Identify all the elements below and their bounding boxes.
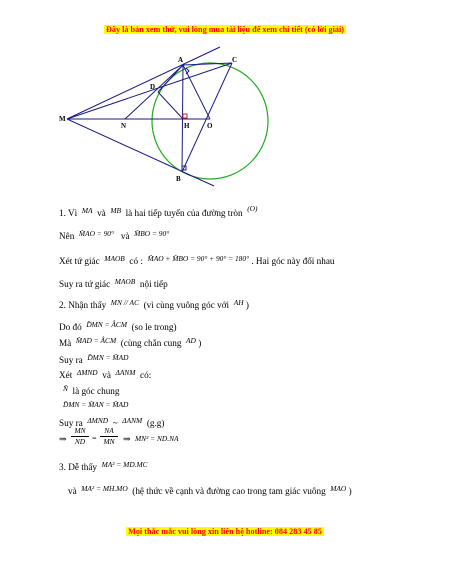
label-n: N: [121, 122, 127, 130]
proof-text-fragment: . Hai góc này đối nhau: [251, 256, 335, 266]
proof-text-fragment: (so le trong): [131, 322, 177, 332]
proof-text-fragment: D̂MN = ÂCM: [86, 320, 128, 329]
label-h: H: [184, 122, 190, 130]
right-angle-h: [183, 114, 187, 118]
proof-text-fragment: ΔMND: [76, 368, 98, 377]
secant-mc: [67, 63, 232, 119]
proof-line-9: [59, 367, 151, 381]
proof-text-fragment: ΔANM: [122, 416, 143, 425]
proof-text-fragment: Xét: [59, 370, 73, 380]
proof-text-fragment: (O): [247, 204, 258, 213]
proof-line-8: [59, 352, 128, 366]
proof-text-fragment: D̂MN = M̂AN = M̂AD: [63, 400, 129, 409]
label-c: C: [232, 56, 238, 64]
tangent-mb: [67, 119, 214, 186]
proof-text-fragment: (cùng chắn cung: [120, 338, 182, 348]
proof-text-fragment: ~: [112, 418, 118, 428]
proof-text-fragment: D̂MN = M̂AD: [87, 353, 129, 362]
proof-text-fragment: MAOB: [104, 254, 125, 263]
proof-text-fragment: ΔMND: [87, 416, 109, 425]
label-b: B: [176, 175, 181, 183]
label-d: D: [150, 83, 156, 91]
proof-text-fragment: là góc chung: [72, 386, 120, 396]
proof-text-fragment: MN: [103, 437, 115, 446]
proof-text-fragment: NA: [100, 426, 118, 437]
segment-na: [125, 65, 183, 119]
proof-text-fragment: (vì cùng vuông góc với: [143, 300, 230, 310]
proof-text-fragment: ⇒: [123, 434, 131, 444]
proof-text-fragment: MN² = ND.NA: [135, 434, 179, 443]
proof-text-fragment: và: [102, 370, 111, 380]
proof-text-fragment: 2. Nhận thấy: [59, 300, 107, 310]
proof-text-fragment: M̂AO = 90°: [78, 229, 114, 238]
proof-text-fragment: Nên: [59, 231, 75, 241]
proof-text-fragment: có:: [140, 370, 152, 380]
proof-text-fragment: 1. Vì: [59, 208, 78, 218]
proof-line-4: [59, 276, 168, 290]
proof-text-fragment: (g.g): [146, 418, 165, 428]
proof-text-fragment: AD: [186, 336, 196, 345]
proof-text-fragment: MA² = MD.MC: [101, 460, 148, 469]
segment-dh: [158, 92, 183, 119]
proof-text-fragment: ND: [74, 437, 86, 446]
proof-text-fragment: M̂AO + M̂BO = 90° + 90° = 180°: [147, 254, 250, 263]
proof-line-2: [59, 228, 169, 242]
proof-text-fragment: N̂: [63, 384, 68, 393]
hotline-text: Mọi thắc mắc vui lòng xin liên hệ hotline: 084 283 45 85: [128, 527, 322, 536]
proof-text-fragment: ⇒: [59, 434, 67, 444]
proof-text-fragment: là hai tiếp tuyến của đường tròn: [125, 208, 243, 218]
segment-cb: [182, 63, 232, 172]
proof-line-10: [63, 383, 119, 397]
proof-text-fragment: [100, 426, 118, 447]
proof-text-fragment: MAOB: [114, 277, 136, 286]
proof-text-fragment: Suy ra tứ giác: [59, 279, 111, 289]
proof-text-fragment: và: [68, 486, 77, 496]
proof-text-fragment: =: [92, 434, 97, 443]
proof-text-fragment: 3. Dễ thấy: [59, 462, 98, 472]
proof-text-fragment: Xét tứ giác: [59, 256, 100, 266]
proof-text-fragment: AH: [233, 298, 244, 307]
proof-text-fragment: M̂AD = ÂCM: [75, 336, 117, 345]
hotline-banner: [0, 527, 450, 536]
label-m: M: [59, 115, 66, 123]
proof-text-fragment: Do đó: [59, 322, 82, 332]
proof-line-14: [59, 459, 148, 473]
proof-text-fragment: nội tiếp: [139, 279, 168, 289]
proof-text-fragment: ): [245, 300, 249, 310]
proof-text-fragment: Mà: [59, 338, 72, 348]
proof-line-1: [59, 203, 257, 219]
label-o: O: [207, 122, 213, 130]
proof-text-fragment: Suy ra: [59, 418, 83, 428]
tangent-ma: [67, 47, 220, 119]
proof-text-fragment: MA² = MH.MO: [81, 484, 128, 493]
proof-line-6: [59, 319, 177, 333]
proof-text-fragment: và: [97, 208, 106, 218]
label-a: A: [178, 56, 184, 64]
proof-text-fragment: ΔANM: [115, 368, 136, 377]
proof-text-fragment: MA: [81, 206, 93, 215]
proof-text-fragment: MN: [71, 426, 89, 437]
proof-line-5: [59, 297, 249, 311]
proof-text-fragment: M̂BO = 90°: [134, 229, 170, 238]
proof-line-3: [59, 253, 335, 267]
proof-line-15: [68, 483, 352, 497]
proof-text-fragment: và: [120, 231, 130, 241]
proof-text-fragment: ): [198, 338, 202, 348]
proof-text-fragment: MN // AC: [110, 298, 139, 307]
proof-line-7: [59, 335, 201, 349]
preview-notice-text: Đây là bản xem thử, vui lòng mua tài liệu để xem chi tiết (có lời giải): [105, 25, 344, 34]
proof-text-fragment: Suy ra: [59, 355, 83, 365]
proof-text-fragment: [71, 426, 89, 447]
proof-text-fragment: MB: [110, 206, 122, 215]
proof-line-11: [63, 399, 128, 413]
proof-text-fragment: (hệ thức về cạnh và đường cao trong tam giác vuông: [132, 486, 326, 496]
proof-text-fragment: MAO: [330, 484, 347, 493]
proof-text-fragment: ): [348, 486, 352, 496]
proof-text-fragment: có :: [129, 256, 143, 266]
